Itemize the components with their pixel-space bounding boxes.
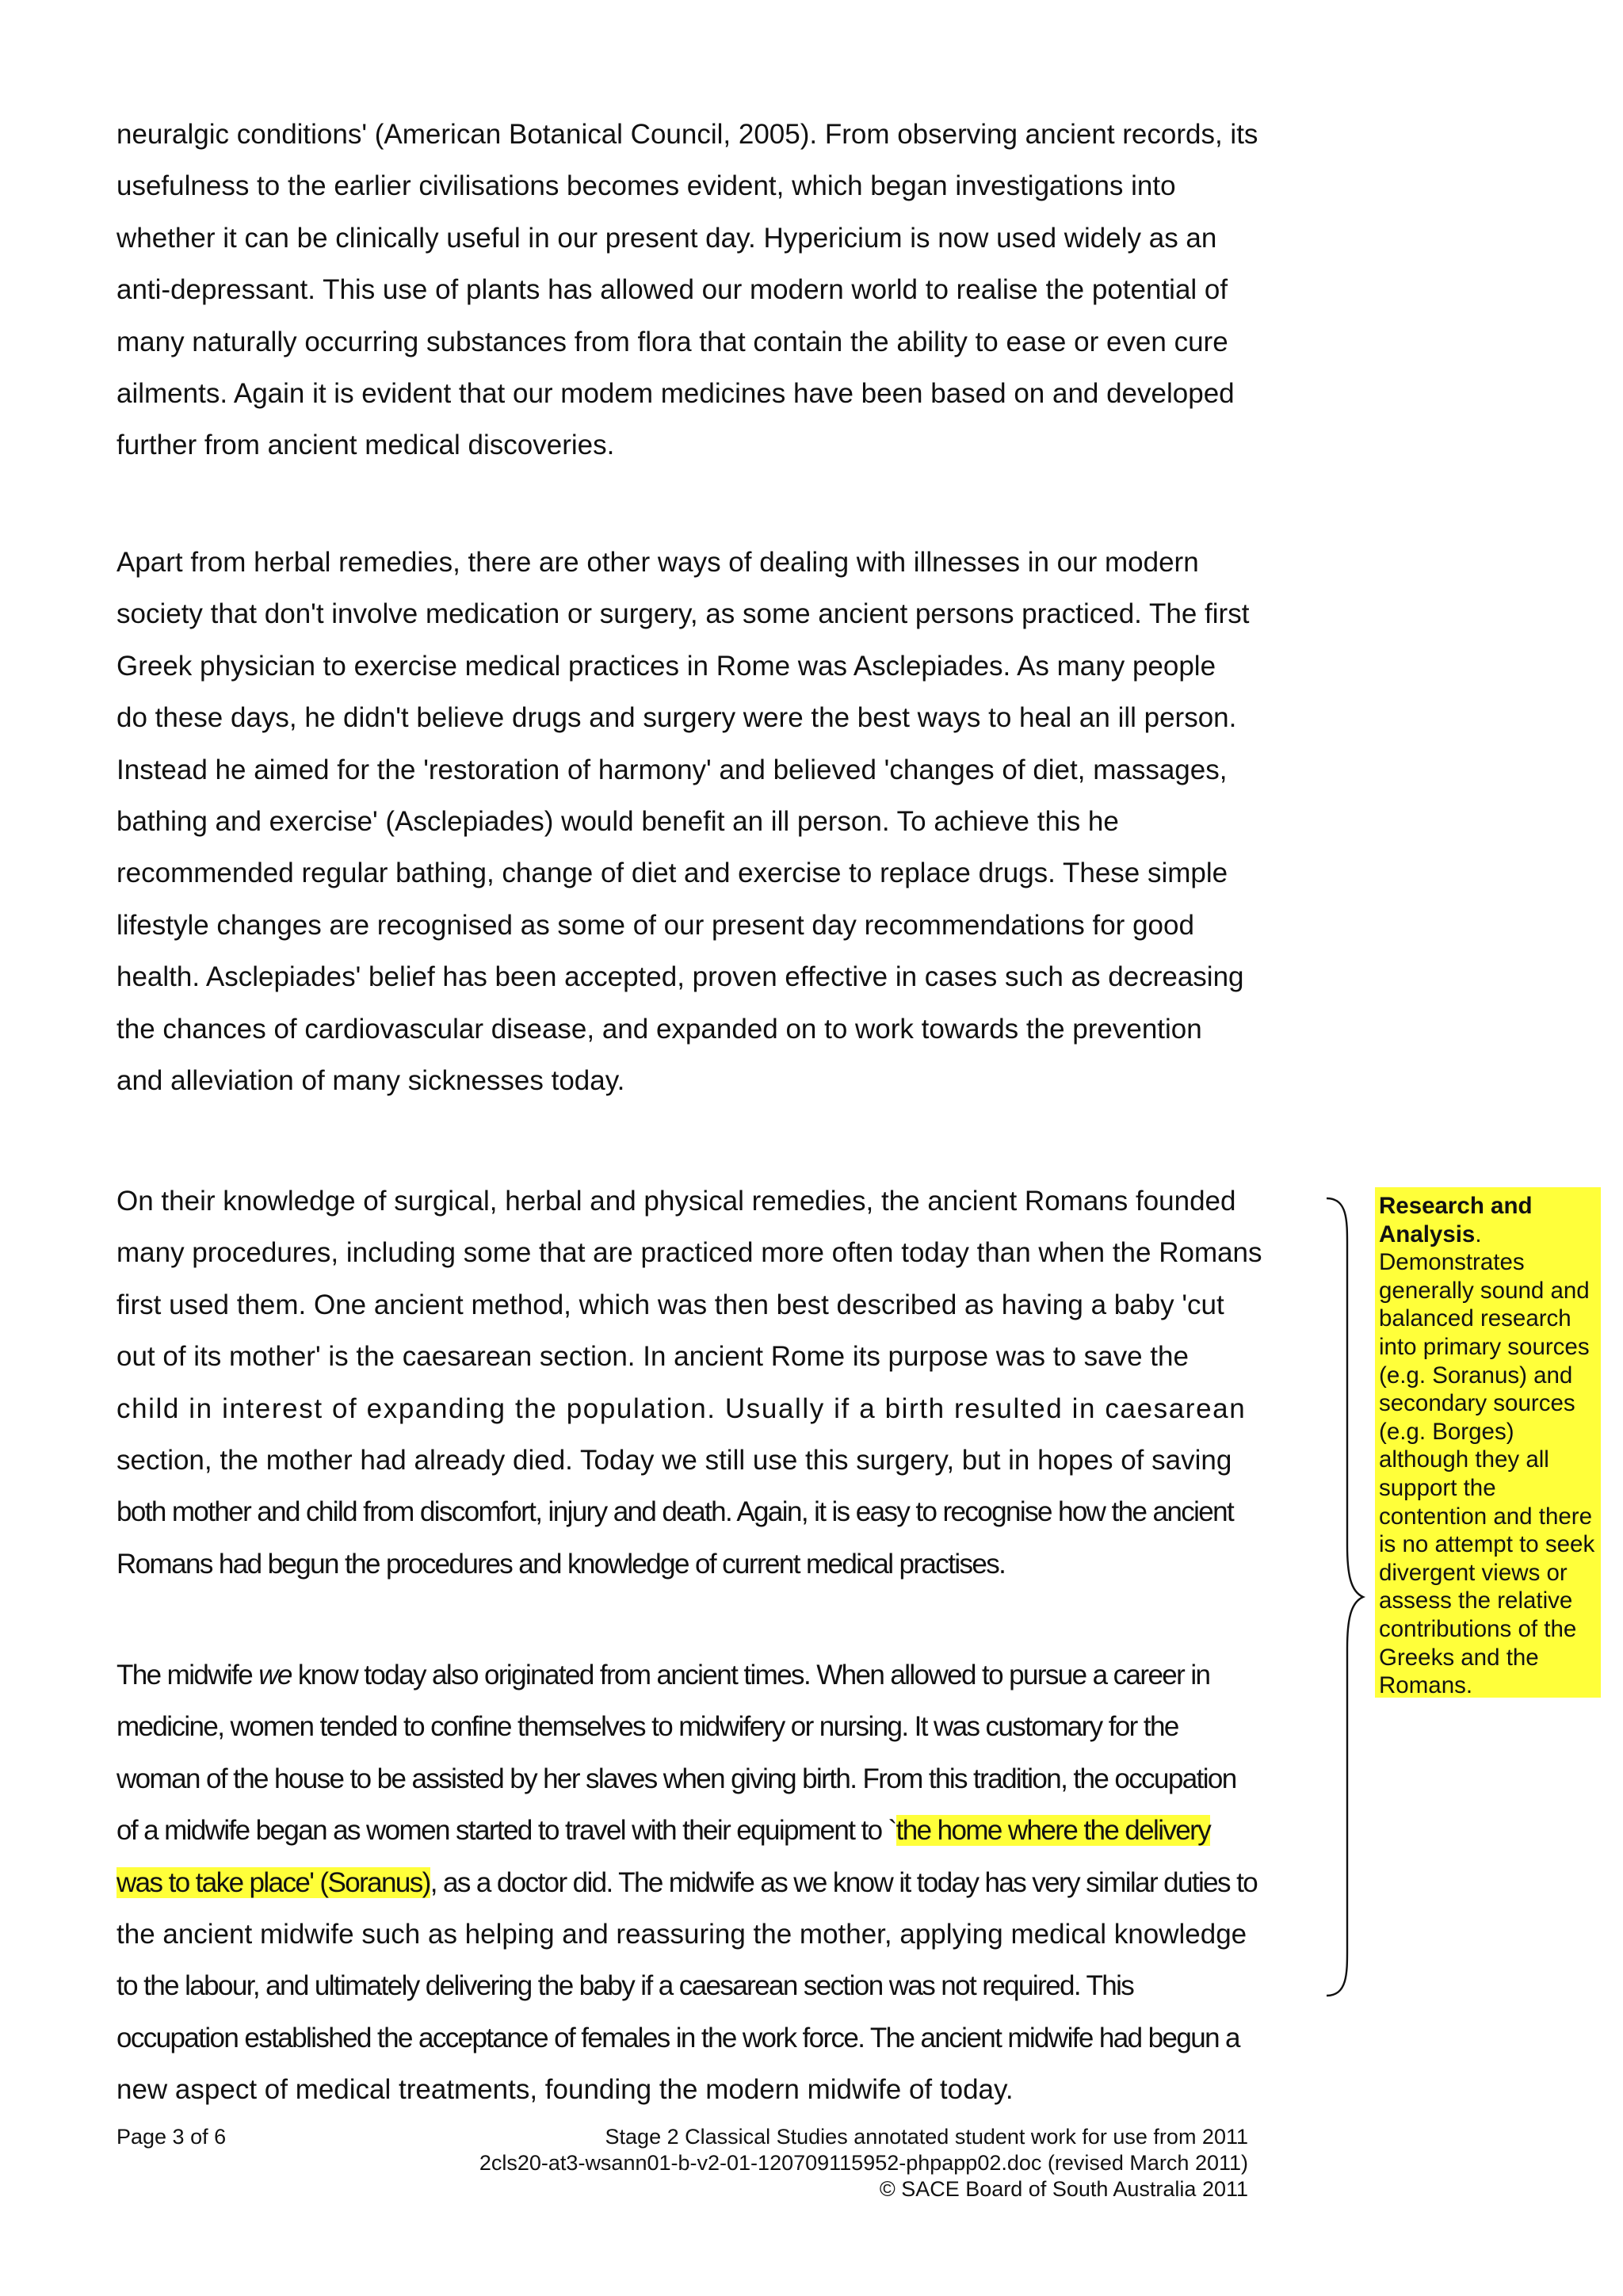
- annotation-title-suffix: .: [1475, 1221, 1482, 1247]
- annotation-box: [1375, 1187, 1601, 1698]
- text-line: many naturally occurring substances from flora that contain the ability to ease or even cure: [116, 326, 1228, 357]
- text-line: the ancient midwife such as helping and reassuring the mother, applying medical knowledge: [116, 1919, 1247, 1950]
- annotation-body: Demonstrates generally sound and balanced research into primary sources (e.g. Soranus) and secondary sources (e.g. Borges) although they all support the contention and there is no attempt to seek divergent views or assess the relative contributions of the Greeks and the Romans.: [1379, 1249, 1595, 1699]
- text-fragment: know today also originated from ancient times. When allowed to pursue a career in: [291, 1660, 1210, 1690]
- text-line: out of its mother' is the caesarean section. In ancient Rome its purpose was to save the: [116, 1341, 1189, 1373]
- text-line: usefulness to the earlier civilisations becomes evident, which began investigations into: [116, 170, 1176, 202]
- text-line: Apart from herbal remedies, there are other ways of dealing with illnesses in our modern: [116, 547, 1199, 578]
- text-line: health. Asclepiades' belief has been accepted, proven effective in cases such as decreasing: [116, 961, 1244, 993]
- text-line: child in interest of expanding the population. Usually if a birth resulted in caesarean: [116, 1392, 1247, 1424]
- text-line: [116, 1857, 1329, 1908]
- text-line: woman of the house to be assisted by her slaves when giving birth. From this tradition, the occupation: [116, 1763, 1236, 1794]
- highlighted-quote: the home where the delivery: [896, 1815, 1211, 1847]
- page-number: Page 3 of 6: [116, 2125, 227, 2149]
- text-line: to the labour, and ultimately delivering the baby if a caesarean section was not required. This: [116, 1970, 1134, 2002]
- footer-line: © SACE Board of South Australia 2011: [879, 2177, 1248, 2201]
- text-line: medicine, women tended to confine themselves to midwifery or nursing. It was customary for the: [116, 1711, 1178, 1743]
- text-line: [116, 1649, 1329, 1701]
- footer-line: Stage 2 Classical Studies annotated student work for use from 2011: [605, 2125, 1248, 2149]
- text-line: first used them. One ancient method, which was then best described as having a baby 'cut: [116, 1289, 1224, 1320]
- text-line: Instead he aimed for the 'restoration of harmony' and believed 'changes of diet, massages,: [116, 754, 1228, 785]
- paragraph-midwife: [116, 1649, 1329, 2116]
- footer-line: 2cls20-at3-wsann01-b-v2-01-120709115952-phpapp02.doc (revised March 2011): [479, 2151, 1248, 2175]
- footer-info: [479, 2124, 1248, 2202]
- text-line: do these days, he didn't believe drugs and surgery were the best ways to heal an ill person.: [116, 702, 1237, 734]
- text-line: occupation established the acceptance of females in the work force. The ancient midwife had begun a: [116, 2022, 1239, 2053]
- text-line: many procedures, including some that are practiced more often today than when the Romans: [116, 1237, 1262, 1269]
- text-line: further from ancient medical discoveries.: [116, 430, 615, 461]
- text-line: society that don't involve medication or surgery, as some ancient persons practiced. The first: [116, 598, 1250, 630]
- paragraph-asclepiades: [116, 537, 1329, 1106]
- text-line: neuralgic conditions' (American Botanical Council, 2005). From observing ancient records, its: [116, 119, 1258, 150]
- text-line: new aspect of medical treatments, founding the modern midwife of today.: [116, 2074, 1014, 2106]
- emphasis-text: we: [258, 1660, 292, 1690]
- text-line: the chances of cardiovascular disease, and expanded on to work towards the prevention: [116, 1013, 1202, 1045]
- text-line: anti-depressant. This use of plants has allowed our modern world to realise the potential of: [116, 274, 1228, 306]
- text-line: On their knowledge of surgical, herbal and physical remedies, the ancient Romans founded: [116, 1186, 1236, 1217]
- text-line: Greek physician to exercise medical practices in Rome was Asclepiades. As many people: [116, 650, 1216, 682]
- curly-brace: [1323, 1197, 1371, 1997]
- highlighted-quote: was to take place' (Soranus): [116, 1866, 430, 1898]
- text-line: Romans had begun the procedures and knowledge of current medical practises.: [116, 1548, 1006, 1580]
- text-line: ailments. Again it is evident that our modem medicines have been based on and developed: [116, 378, 1235, 410]
- text-line: section, the mother had already died. Today we still use this surgery, but in hopes of saving: [116, 1445, 1232, 1477]
- text-fragment: The midwife: [116, 1660, 259, 1690]
- text-fragment: , as a doctor did. The midwife as we know it today has very similar duties to: [430, 1866, 1258, 1898]
- text-line: both mother and child from discomfort, injury and death. Again, it is easy to recognise how the ancient: [116, 1496, 1234, 1528]
- text-line: and alleviation of many sicknesses today.: [116, 1065, 625, 1097]
- text-line: recommended regular bathing, change of diet and exercise to replace drugs. These simple: [116, 858, 1228, 889]
- paragraph-caesarean: [116, 1175, 1329, 1590]
- text-fragment: of a midwife began as women started to travel with their equipment to `: [116, 1815, 896, 1847]
- paragraph-herbal-remedies: [116, 109, 1329, 472]
- annotation-title: Research and Analysis: [1379, 1193, 1533, 1247]
- text-line: lifestyle changes are recognised as some of our present day recommendations for good: [116, 909, 1194, 941]
- text-line: [116, 1805, 1329, 1856]
- text-line: bathing and exercise' (Asclepiades) would benefit an ill person. To achieve this he: [116, 806, 1119, 838]
- text-line: whether it can be clinically useful in our present day. Hypericium is now used widely as an: [116, 222, 1217, 254]
